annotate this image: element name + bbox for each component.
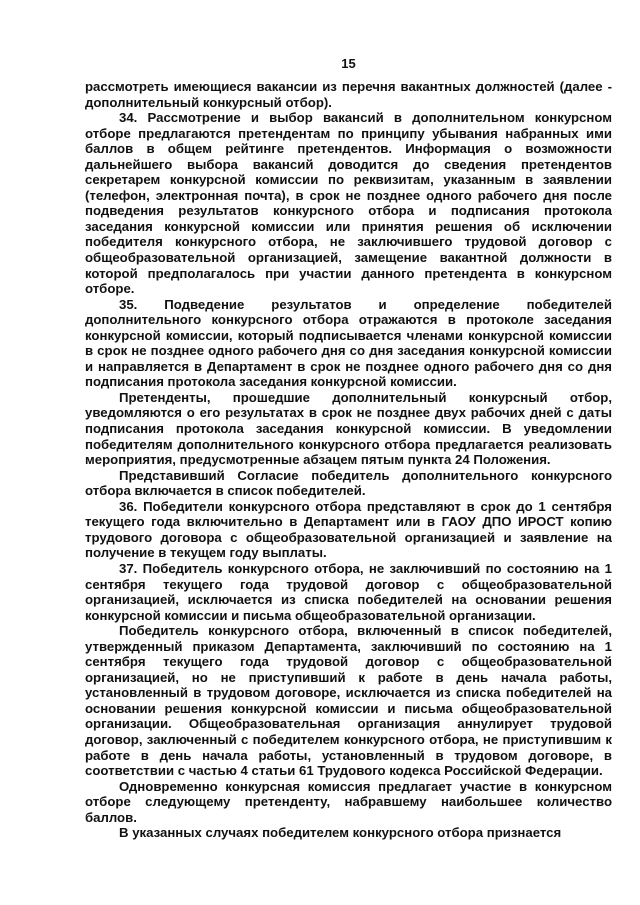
paragraph-35: 35. Подведение результатов и определение победителей дополнительного конкурсного отбора отражаются в протоколе заседания конкурсной комиссии, который подписывается членами конкурсной комиссии в срок не позднее одного рабочего дня со дня заседания конкурсной комиссии и направляется в Департамент в срок не позднее одного рабочего дня со дня подписания протокола заседания конкурсной комиссии. [85, 296, 612, 390]
paragraph-continuation: рассмотреть имеющиеся вакансии из перечня вакантных должностей (далее - дополнительный конкурсный отбор). [85, 79, 612, 110]
paragraph-candidates-notified: Претенденты, прошедшие дополнительный конкурсный отбор, уведомляются о его результатах в срок не позднее двух рабочих дней с даты подписания протокола заседания конкурсной комиссии. В уведомлении победителям дополнительного конкурсного отбора предлагается реализовать мероприятия, предусмотренные абзацем пятым пункта 24 Положения. [85, 389, 612, 468]
paragraph-37: 37. Победитель конкурсного отбора, не заключивший по состоянию на 1 сентября текущего года трудовой договор с общеобразовательной организацией, исключается из списка победителей на основании решения конкурсной комиссии и письма общеобразовательной организации. [85, 560, 612, 623]
document-body [85, 79, 612, 841]
paragraph-consent-winner: Представивший Согласие победитель дополнительного конкурсного отбора включается в список победителей. [85, 467, 612, 499]
paragraph-34: 34. Рассмотрение и выбор вакансий в дополнительном конкурсном отборе предлагаются претендентам по принципу убывания набранных ими баллов в общем рейтинге претендентов. Информация о возможности дальнейшего выбора вакансий доводится до сведения претендентов секретарем конкурсной комиссии по реквизитам, указанным в заявлении (телефон, электронная почта), в срок не позднее одного рабочего дня после подведения результатов конкурсного отбора и подписания протокола заседания конкурсной комиссии или принятия решения об исключении победителя конкурсного отбора, не заключившего трудовой договор с общеобразовательной организацией, замещение вакантной должности в которой предполагалось при участии данного претендента в конкурсном отборе. [85, 110, 612, 297]
paragraph-final-line: В указанных случаях победителем конкурсного отбора признается [119, 825, 562, 841]
paragraph-36: 36. Победители конкурсного отбора представляют в срок до 1 сентября текущего года включительно в Департамент или в ГАОУ ДПО ИРОСТ копию трудового договора с общеобразовательной организацией и заявление на получение в текущем году выплаты. [85, 498, 612, 561]
paragraph-winner-excluded: Победитель конкурсного отбора, включенный в список победителей, утвержденный приказом Департамента, заключивший по состоянию на 1 сентября текущего года трудовой договор с общеобразовательной организацией, но не приступивший к работе в день начала работы, установленный в трудовом договоре, исключается из списка победителей на основании решения конкурсной комиссии и письма общеобразовательной организации. Общеобразовательная организация аннулирует трудовой договор, заключенный с победителем конкурсного отбора, не приступившим к работе в день начала работы, установленный в трудовом договоре, в соответствии с частью 4 статьи 61 Трудового кодекса Российской Федерации. [85, 623, 612, 779]
paragraph-next-candidate: Одновременно конкурсная комиссия предлагает участие в конкурсном отборе следующему претенденту, набравшему наибольшее количество баллов. [85, 778, 612, 825]
page-number: 15 [341, 56, 356, 71]
